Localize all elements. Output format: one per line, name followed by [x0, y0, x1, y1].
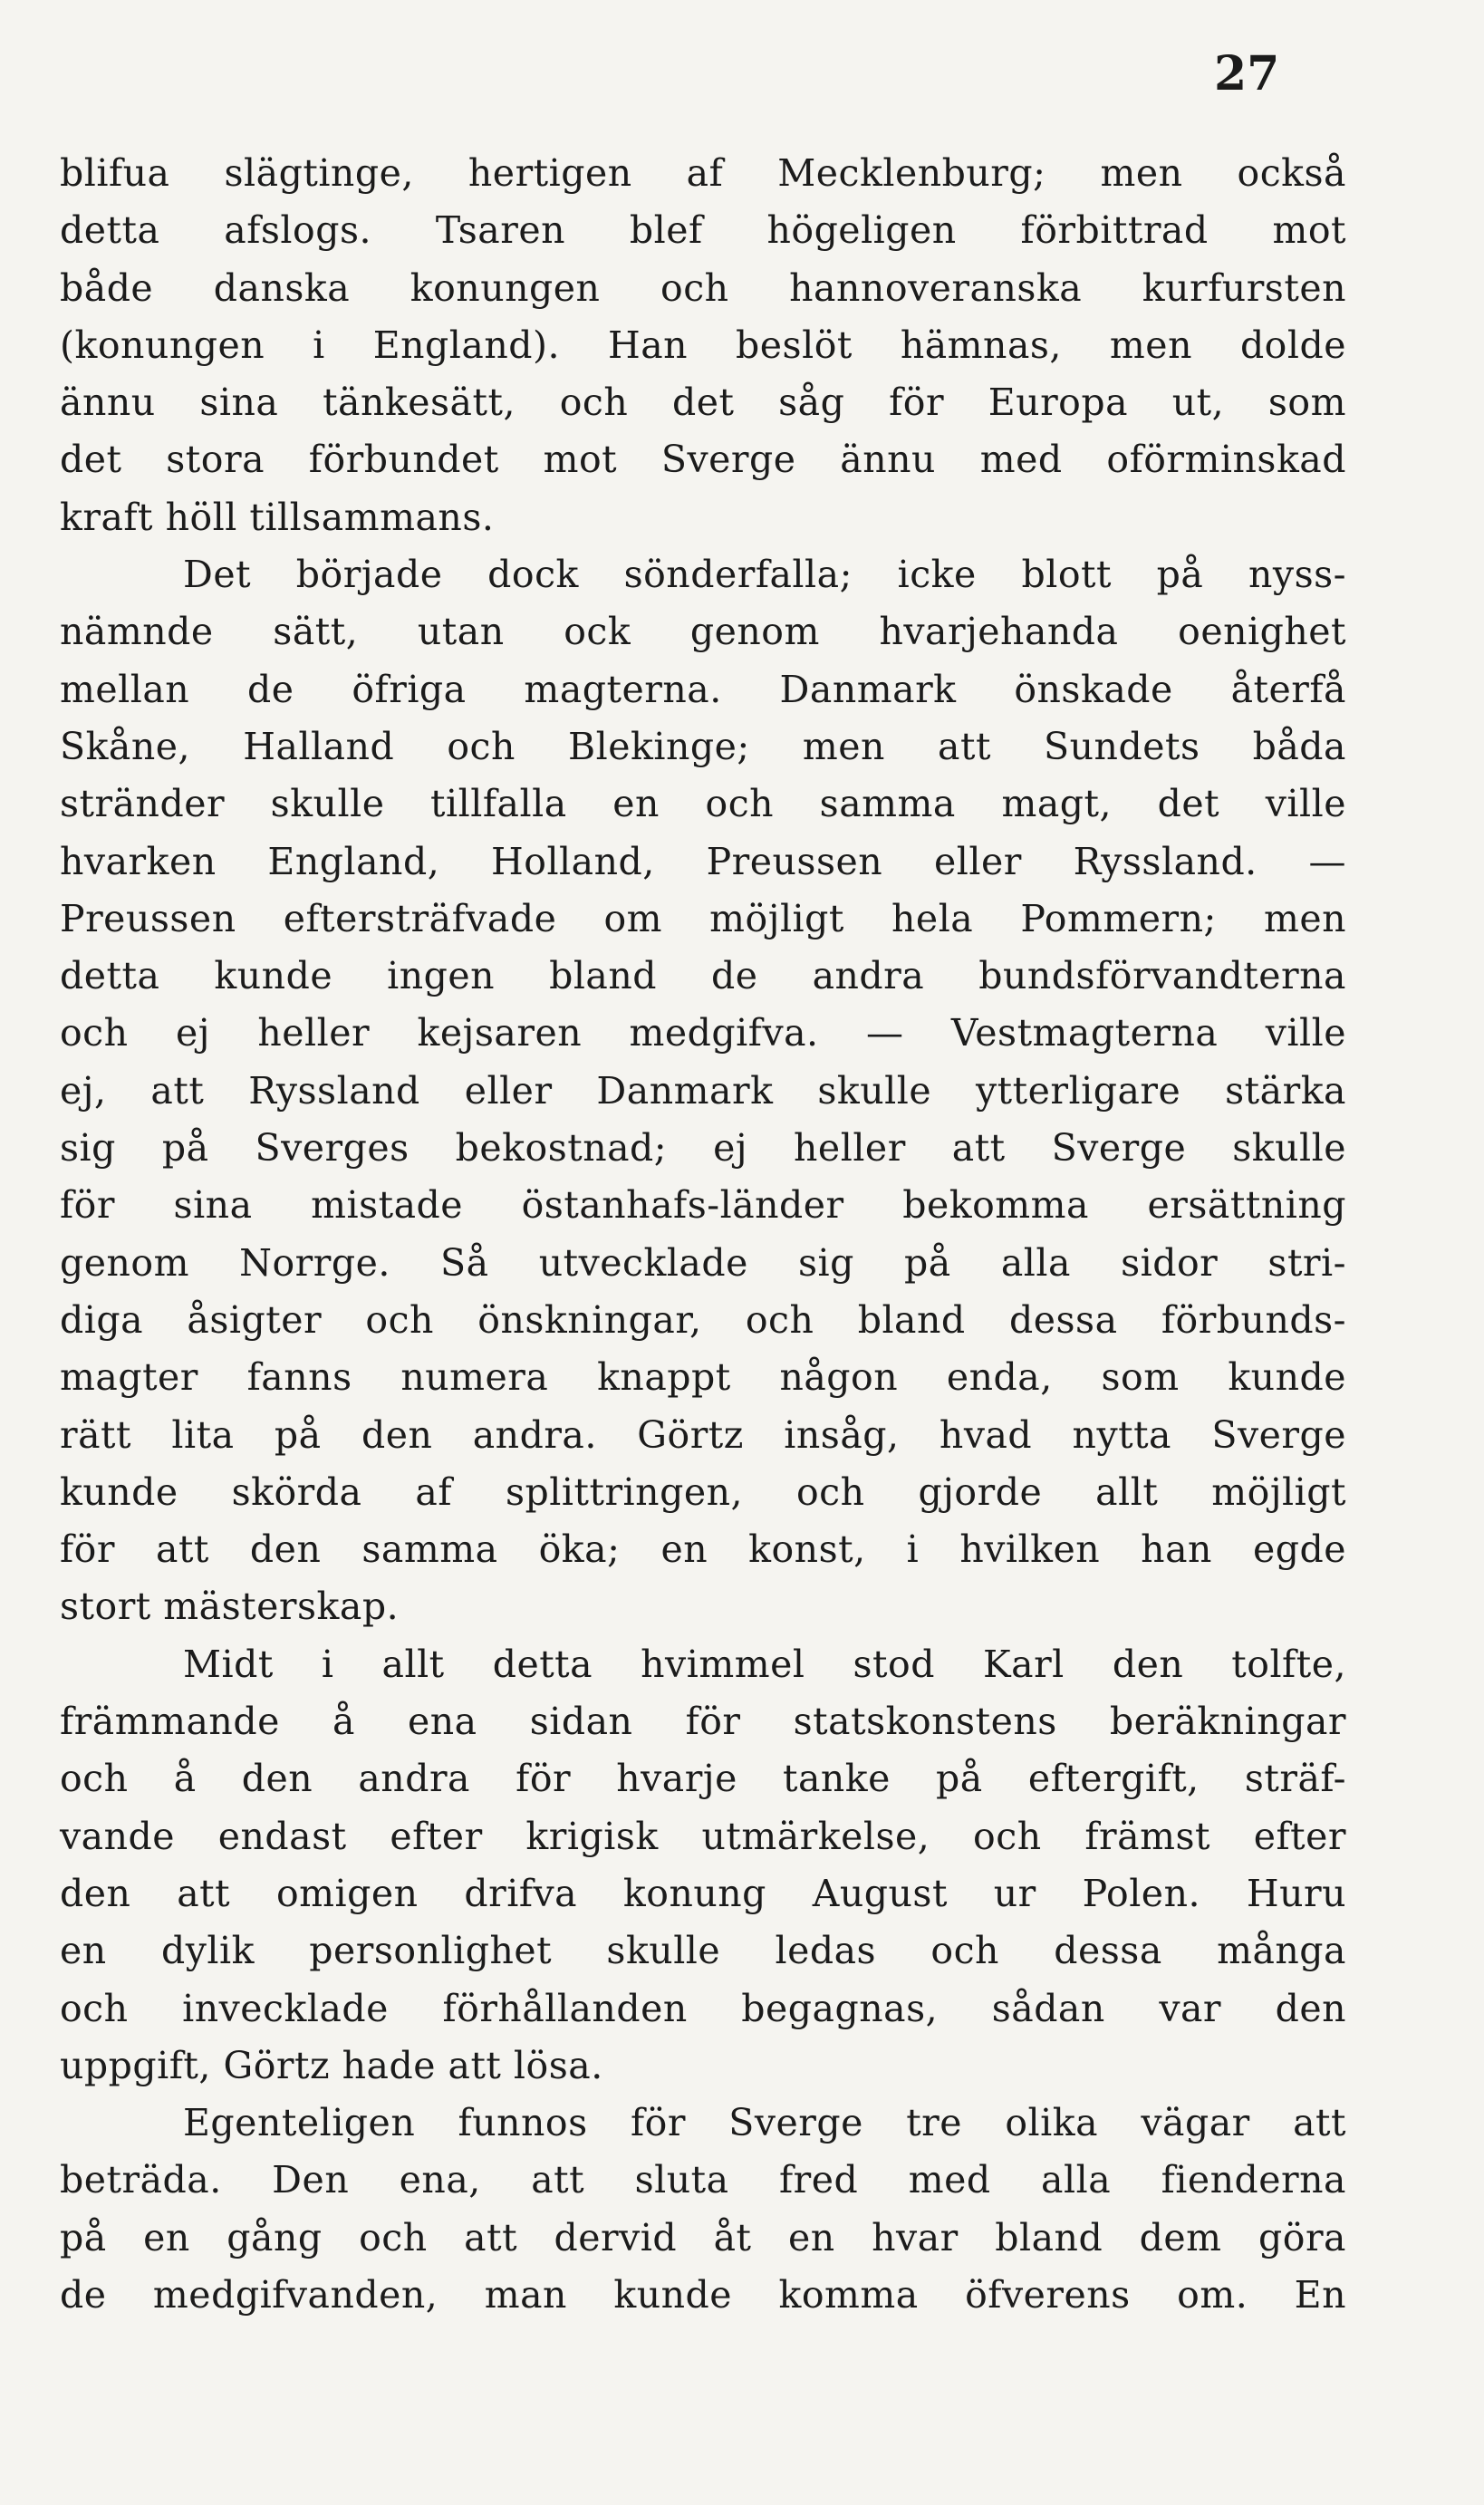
text-line: för att den samma öka; en konst, i hvilken han egde — [60, 1527, 1346, 1572]
text-line: på en gång och att dervid åt en hvar bland dem göra — [60, 2215, 1346, 2259]
text-line: stränder skulle tillfalla en och samma magt, det ville — [60, 782, 1346, 826]
text-line: hvarken England, Holland, Preussen eller Ryssland. — — [60, 839, 1346, 883]
text-line: Egenteligen funnos för Sverge tre olika vägar att — [183, 2101, 1346, 2145]
text-line: rätt lita på den andra. Görtz insåg, hvad nytta Sverge — [60, 1412, 1346, 1457]
text-line: både danska konungen och hannoveranska kurfursten — [60, 265, 1346, 310]
text-line: den att omigen drifva konung August ur Polen. Huru — [60, 1871, 1346, 1915]
paragraph — [60, 2095, 1346, 2324]
body-text — [60, 145, 1346, 2324]
text-line: uppgift, Görtz hade att lösa. — [60, 2043, 603, 2087]
text-line: beträda. Den ena, att sluta fred med alla fienderna — [60, 2158, 1346, 2202]
text-line: Preussen eftersträfvade om möjligt hela Pommern; men — [60, 896, 1346, 940]
paragraph — [60, 145, 1346, 546]
text-line: genom Norrge. Så utvecklade sig på alla sidor stri- — [60, 1240, 1346, 1285]
text-line: (konungen i England). Han beslöt hämnas, men dolde — [60, 323, 1346, 367]
page-number: 27 — [1214, 46, 1280, 101]
text-line: stort mästerskap. — [60, 1585, 400, 1629]
text-line: främmande å ena sidan för statskonstens beräkningar — [60, 1700, 1346, 1744]
text-line: mellan de öfriga magterna. Danmark önskade återfå — [60, 667, 1346, 711]
text-line: kunde skörda af splittringen, och gjorde allt möjligt — [60, 1469, 1346, 1514]
text-line: diga åsigter och önskningar, och bland dessa förbunds- — [60, 1297, 1346, 1342]
text-line: och ej heller kejsaren medgifva. — Vestmagterna ville — [60, 1011, 1346, 1055]
text-line: Det började dock sönderfalla; icke blott på nyss- — [183, 553, 1346, 597]
paragraph — [60, 1636, 1346, 2095]
text-line: magter fanns numera knappt någon enda, som kunde — [60, 1355, 1346, 1400]
text-line: ännu sina tänkesätt, och det såg för Europa ut, som — [60, 381, 1346, 425]
text-line: en dylik personlighet skulle ledas och dessa många — [60, 1929, 1346, 1973]
text-line: detta kunde ingen bland de andra bundsförvandterna — [60, 954, 1346, 998]
text-line: detta afslogs. Tsaren blef högeligen förbittrad mot — [60, 208, 1346, 253]
text-line: blifua slägtinge, hertigen af Mecklenburg; men också — [60, 151, 1346, 195]
text-line: Skåne, Halland och Blekinge; men att Sundets båda — [60, 724, 1346, 768]
text-line: nämnde sätt, utan ock genom hvarjehanda oenighet — [60, 610, 1346, 654]
text-line: och invecklade förhållanden begagnas, sådan var den — [60, 1986, 1346, 2030]
text-line: Midt i allt detta hvimmel stod Karl den tolfte, — [183, 1642, 1346, 1686]
text-line: för sina mistade östanhafs-länder bekomma ersättning — [60, 1183, 1346, 1228]
text-line: de medgifvanden, man kunde komma öfverens om. En — [60, 2272, 1346, 2317]
text-line: och å den andra för hvarje tanke på eftergift, sträf- — [60, 1757, 1346, 1801]
text-line: ej, att Ryssland eller Danmark skulle ytterligare stärka — [60, 1068, 1346, 1113]
paragraph — [60, 546, 1346, 1636]
text-line: vande endast efter krigisk utmärkelse, och främst efter — [60, 1814, 1346, 1858]
text-line: sig på Sverges bekostnad; ej heller att Sverge skulle — [60, 1126, 1346, 1171]
text-line: kraft höll tillsammans. — [60, 495, 495, 539]
text-line: det stora förbundet mot Sverge ännu med oförminskad — [60, 438, 1346, 482]
